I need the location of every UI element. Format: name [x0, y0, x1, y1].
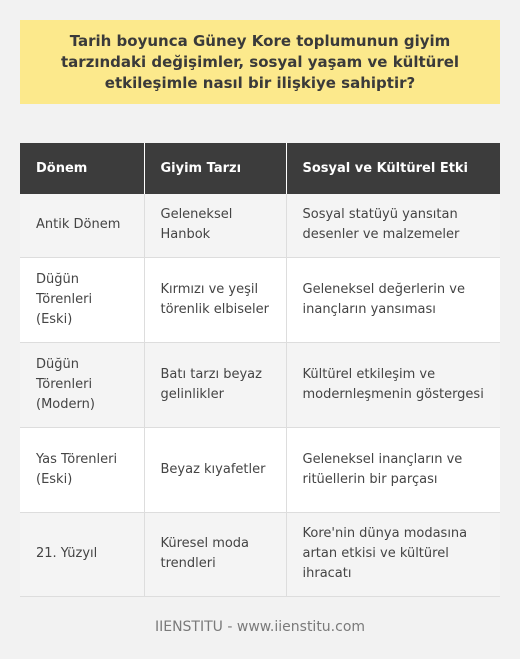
table-row	[20, 512, 500, 596]
footer-credit: IIENSTITU - www.iienstitu.com	[154, 619, 366, 635]
cell-period: Düğün Törenleri (Eski)	[20, 257, 144, 342]
cell-impact: Kültürel etkileşim ve modernleşmenin göstergesi	[286, 342, 500, 427]
cell-impact: Geleneksel inançların ve ritüellerin bir parçası	[286, 427, 500, 512]
cell-impact: Geleneksel değerlerin ve inançların yansıması	[286, 257, 500, 342]
cell-period: Düğün Törenleri (Modern)	[20, 342, 144, 427]
comparison-table	[20, 143, 500, 597]
cell-impact: Kore'nin dünya modasına artan etkisi ve kültürel ihracatı	[286, 512, 500, 596]
cell-impact: Sosyal statüyü yansıtan desenler ve malzemeler	[286, 194, 500, 257]
header-period: Dönem	[20, 143, 144, 194]
table-row	[20, 427, 500, 512]
header-social-cultural-impact: Sosyal ve Kültürel Etki	[286, 143, 500, 194]
table-header-row	[20, 143, 500, 194]
cell-clothing-style: Küresel moda trendleri	[144, 512, 286, 596]
question-text: Tarih boyunca Güney Kore toplumunun giyim tarzındaki değişimler, sosyal yaşam ve kültürel etkileşimle nasıl bir ilişkiye sahiptir?	[60, 31, 460, 92]
cell-clothing-style: Batı tarzı beyaz gelinlikler	[144, 342, 286, 427]
table-row	[20, 342, 500, 427]
cell-clothing-style: Beyaz kıyafetler	[144, 427, 286, 512]
cell-period: Yas Törenleri (Eski)	[20, 427, 144, 512]
question-banner	[20, 20, 500, 104]
comparison-table-container	[20, 143, 500, 597]
header-clothing-style: Giyim Tarzı	[144, 143, 286, 194]
table-row	[20, 194, 500, 257]
cell-period: 21. Yüzyıl	[20, 512, 144, 596]
table-row	[20, 257, 500, 342]
cell-clothing-style: Kırmızı ve yeşil törenlik elbiseler	[144, 257, 286, 342]
cell-period: Antik Dönem	[20, 194, 144, 257]
cell-clothing-style: Geleneksel Hanbok	[144, 194, 286, 257]
